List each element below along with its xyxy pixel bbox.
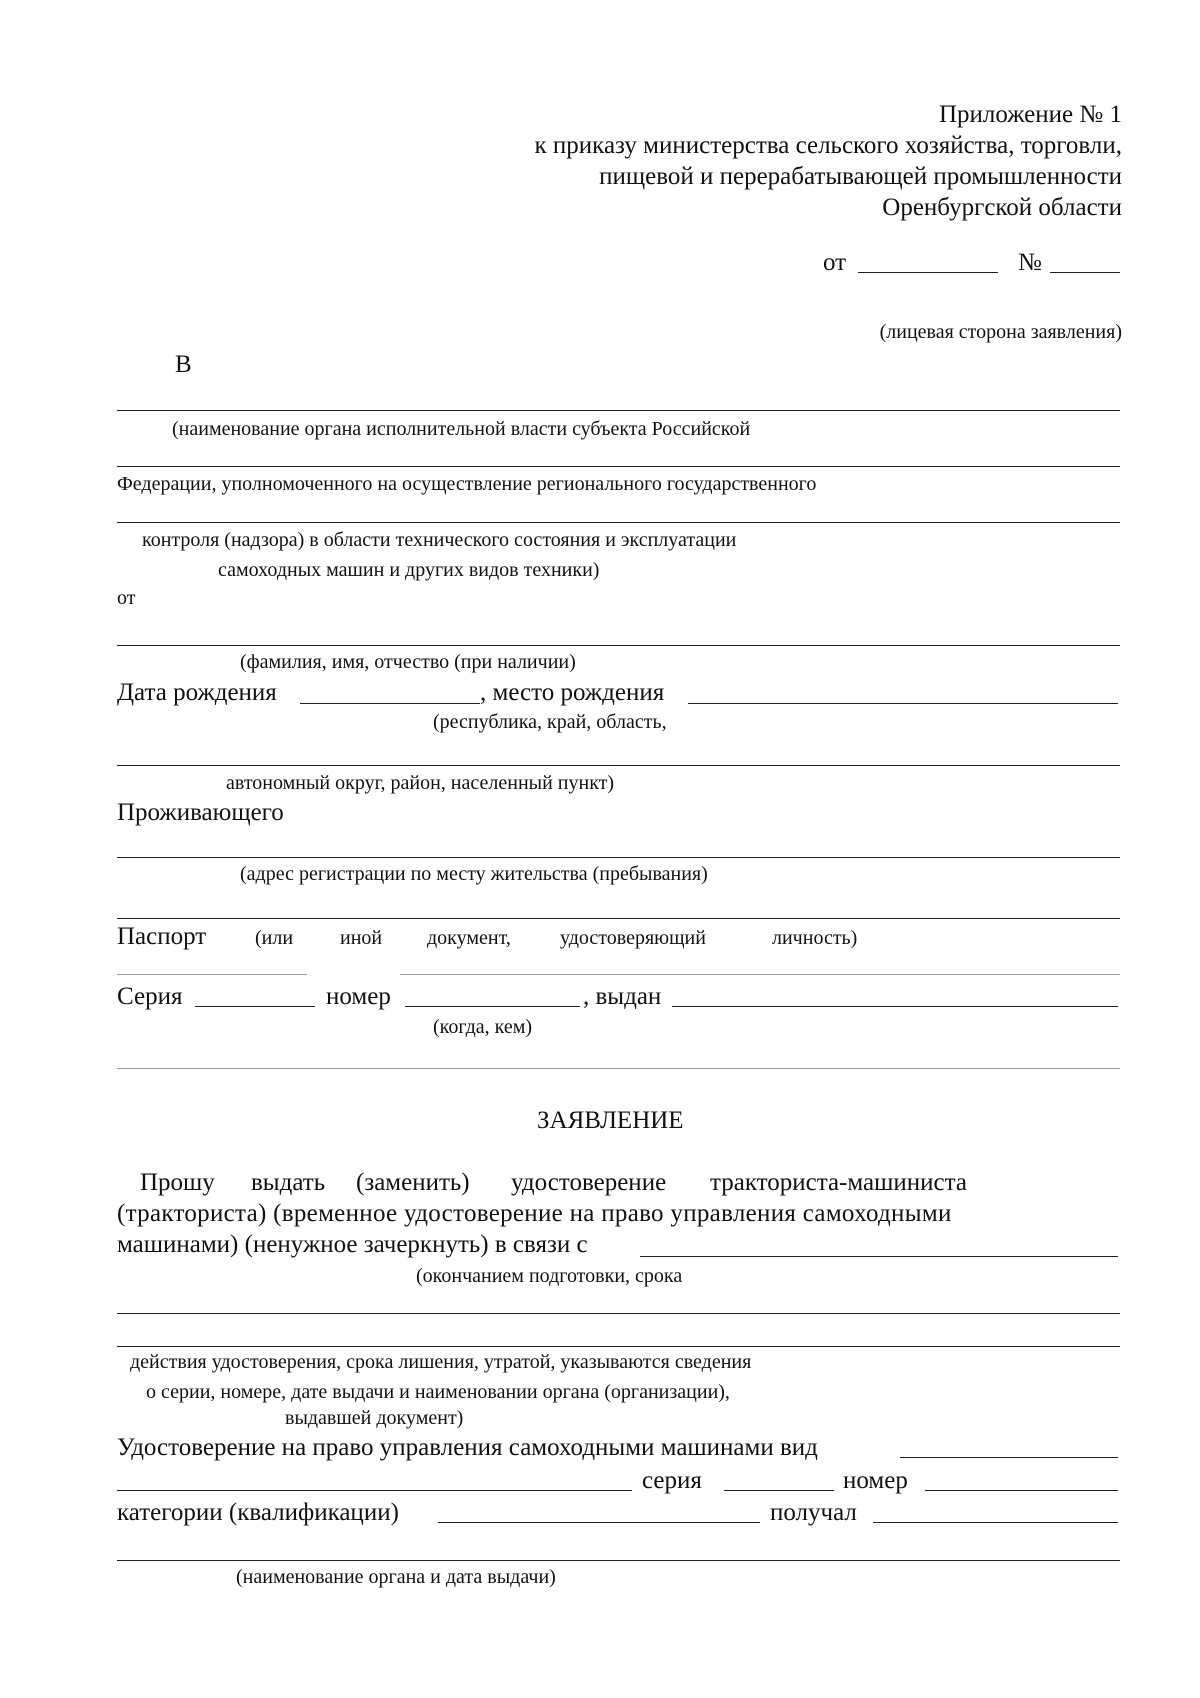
series-field[interactable] bbox=[195, 1006, 315, 1007]
addressee-hint-2: Федерации, уполномоченного на осуществление регионального государственного bbox=[117, 473, 817, 495]
reason-field-3[interactable] bbox=[117, 1346, 1120, 1347]
series-label: Серия bbox=[117, 983, 183, 1010]
order-date-label: от bbox=[823, 249, 847, 276]
passport-field-left[interactable] bbox=[117, 974, 307, 975]
birth-place-label: , место рождения bbox=[480, 679, 665, 706]
addressee-field-3[interactable] bbox=[117, 522, 1120, 523]
license-type-field-2[interactable] bbox=[117, 1490, 632, 1491]
passport-label: Паспорт bbox=[117, 923, 207, 950]
para-word-4: удостоверение bbox=[511, 1169, 667, 1196]
license-series-field[interactable] bbox=[724, 1490, 834, 1491]
reason-field-1[interactable] bbox=[640, 1256, 1118, 1257]
para-line-2: (тракториста) (временное удостоверение на право управления самоходными bbox=[117, 1200, 952, 1227]
addressee-field-1[interactable] bbox=[117, 410, 1120, 411]
issued-hint: (когда, кем) bbox=[433, 1016, 533, 1038]
passport-word-2: (или bbox=[255, 927, 294, 949]
addressee-hint-4: самоходных машин и других видов техники) bbox=[218, 559, 600, 581]
para-word-3: (заменить) bbox=[356, 1169, 470, 1196]
issued-field-2[interactable] bbox=[117, 1068, 1120, 1069]
number-label: номер bbox=[326, 983, 391, 1010]
statement-title: ЗАЯВЛЕНИЕ bbox=[537, 1107, 684, 1134]
para-word-5: тракториста-машиниста bbox=[710, 1169, 967, 1196]
birth-place-field-2[interactable] bbox=[117, 765, 1120, 766]
address-field-2[interactable] bbox=[117, 918, 1120, 919]
birth-place-hint-1: (республика, край, область, bbox=[433, 711, 667, 733]
passport-word-5: удостоверяющий bbox=[560, 927, 706, 949]
front-side-note: (лицевая сторона заявления) bbox=[879, 321, 1122, 343]
passport-word-3: иной bbox=[340, 927, 383, 949]
categories-field[interactable] bbox=[438, 1522, 760, 1523]
address-field[interactable] bbox=[117, 857, 1120, 858]
birth-place-field-1[interactable] bbox=[688, 703, 1118, 704]
issuer-hint: (наименование органа и дата выдачи) bbox=[236, 1566, 556, 1588]
reason-field-2[interactable] bbox=[117, 1313, 1120, 1314]
received-field[interactable] bbox=[873, 1522, 1118, 1523]
received-label: получал bbox=[770, 1499, 857, 1526]
order-line-4: Оренбургской области bbox=[882, 194, 1122, 221]
reason-hint-3: о серии, номере, дате выдачи и наименовании органа (организации), bbox=[146, 1381, 730, 1403]
birth-date-field[interactable] bbox=[300, 703, 480, 704]
appendix-number: Приложение № 1 bbox=[938, 101, 1122, 128]
para-word-1: Прошу bbox=[140, 1169, 215, 1196]
residing-label: Проживающего bbox=[117, 799, 284, 826]
order-number-field[interactable] bbox=[1050, 272, 1120, 273]
order-date-field[interactable] bbox=[858, 272, 998, 273]
license-type-field[interactable] bbox=[900, 1457, 1118, 1458]
passport-word-6: личность) bbox=[772, 927, 858, 949]
passport-field-right[interactable] bbox=[400, 974, 1120, 975]
para-line-3: машинами) (ненужное зачеркнуть) в связи с bbox=[117, 1231, 588, 1258]
applicant-from-label: от bbox=[117, 587, 136, 609]
license-number-label: номер bbox=[843, 1467, 908, 1494]
categories-label: категории (квалификации) bbox=[117, 1499, 399, 1526]
birth-date-label: Дата рождения bbox=[117, 679, 277, 706]
issued-field[interactable] bbox=[672, 1006, 1118, 1007]
addressee-to-label: В bbox=[175, 351, 192, 378]
para-word-2: выдать bbox=[251, 1169, 326, 1196]
applicant-name-field[interactable] bbox=[117, 645, 1120, 646]
addressee-hint-3: контроля (надзора) в области технического состояния и эксплуатации bbox=[142, 529, 737, 551]
license-number-field[interactable] bbox=[925, 1490, 1118, 1491]
issuer-field[interactable] bbox=[117, 1560, 1120, 1561]
reason-hint-4: выдавшей документ) bbox=[285, 1407, 464, 1429]
addressee-hint-1: (наименование органа исполнительной власти субъекта Российской bbox=[172, 418, 751, 440]
issued-label: , выдан bbox=[583, 983, 662, 1010]
number-field[interactable] bbox=[405, 1006, 580, 1007]
order-number-label: № bbox=[1018, 249, 1042, 276]
reason-hint-2: действия удостоверения, срока лишения, утратой, указываются сведения bbox=[130, 1351, 752, 1373]
addressee-field-2[interactable] bbox=[117, 466, 1120, 467]
address-hint: (адрес регистрации по месту жительства (пребывания) bbox=[240, 863, 708, 885]
reason-hint-1: (окончанием подготовки, срока bbox=[416, 1265, 683, 1287]
order-line-3: пищевой и перерабатывающей промышленности bbox=[599, 163, 1122, 190]
license-type-label: Удостоверение на право управления самоходными машинами вид bbox=[117, 1434, 818, 1461]
license-series-label: серия bbox=[642, 1467, 702, 1494]
order-line-2: к приказу министерства сельского хозяйства, торговли, bbox=[534, 132, 1122, 159]
applicant-name-hint: (фамилия, имя, отчество (при наличии) bbox=[240, 651, 576, 673]
passport-word-4: документ, bbox=[427, 927, 511, 949]
birth-place-hint-2: автономный округ, район, населенный пункт) bbox=[226, 772, 615, 794]
